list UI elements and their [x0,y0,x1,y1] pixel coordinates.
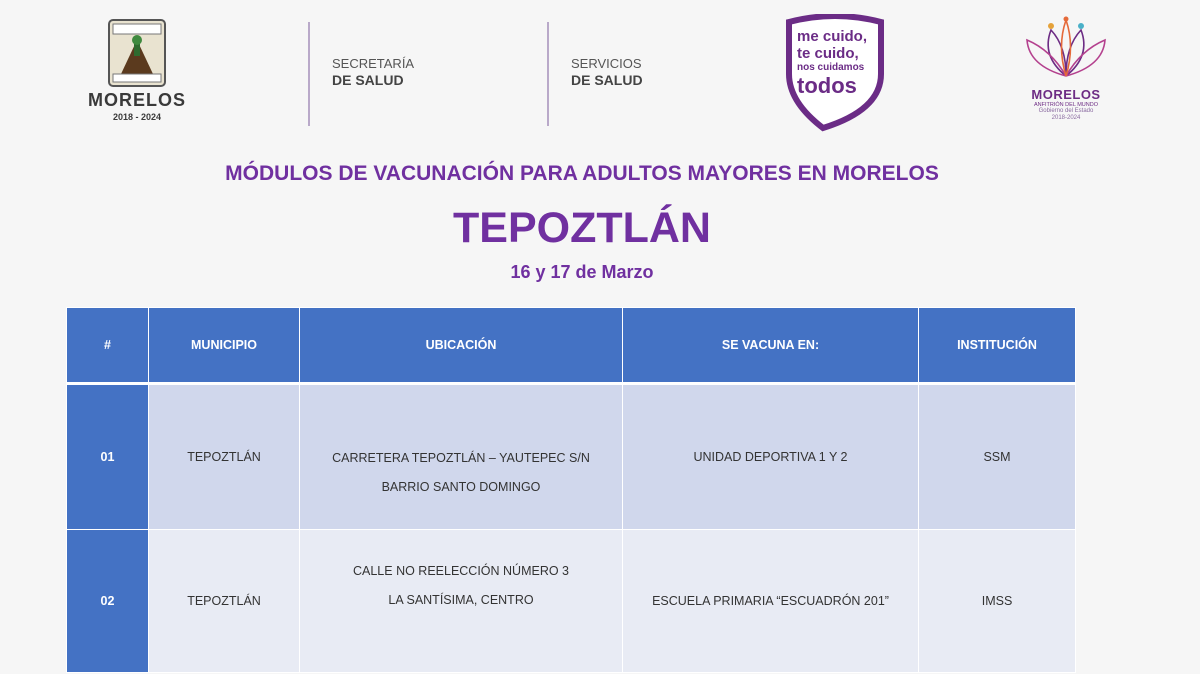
table-header-row [67,308,1076,384]
header-number: # [67,308,149,384]
secretaria-line1: SECRETARÍA [332,56,415,71]
logo-divider [308,22,310,126]
row-ubicacion-line1: CARRETERA TEPOZTLÁN – YAUTEPEC S/N [332,451,590,465]
servicios-line1: SERVICIOS [571,56,642,71]
row-municipio: TEPOZTLÁN [149,384,300,530]
dates-subtitle: 16 y 17 de Marzo [510,262,654,282]
morelos-brand-text: MORELOS [87,90,186,110]
table-row [67,384,1076,530]
gobierno-sub1: Gobierno del Estado [1038,108,1094,114]
servicios-salud-logo [571,56,643,88]
row-number: 02 [67,530,149,673]
vaccination-schedule-table [66,307,1076,673]
header-municipio: MUNICIPIO [149,308,300,384]
gobierno-morelos-logo [1018,16,1114,132]
row-number: 01 [67,384,149,530]
gobierno-sub2: 2018-2024 [1051,115,1081,121]
header-se-vacuna-en: SE VACUNA EN: [623,308,919,384]
row-sede: UNIDAD DEPORTIVA 1 Y 2 [623,384,919,530]
row-institucion: IMSS [919,530,1076,673]
row-ubicacion [300,530,623,673]
table-row [67,530,1076,673]
lotus-flower-icon [1021,16,1111,82]
row-sede: ESCUELA PRIMARIA “ESCUADRÓN 201” [623,530,919,673]
servicios-line2: DE SALUD [571,72,643,88]
campaign-line2: te cuido, [797,45,859,62]
logo-bar [0,0,1200,140]
municipality-title: TEPOZTLÁN [453,204,711,252]
morelos-years-text: 2018 - 2024 [112,112,162,122]
row-ubicacion-line2: BARRIO SANTO DOMINGO [381,480,541,494]
row-institucion: SSM [919,384,1076,530]
gobierno-name: MORELOS [1031,87,1101,102]
header-ubicacion: UBICACIÓN [300,308,623,384]
row-municipio: TEPOZTLÁN [149,530,300,673]
secretaria-salud-logo [332,56,414,88]
campaign-line4: todos [797,73,857,98]
campaign-line1: me cuido, [797,28,868,45]
state-seal-icon [107,18,167,88]
row-ubicacion-line2: LA SANTÍSIMA, CENTRO [388,593,534,607]
campaign-logo [783,14,887,132]
header-institucion: INSTITUCIÓN [919,308,1076,384]
row-ubicacion-line1: CALLE NO REELECCIÓN NÚMERO 3 [352,564,570,578]
campaign-line3: nos cuidamos [797,62,865,73]
page-title: MÓDULOS DE VACUNACIÓN PARA ADULTOS MAYORES EN MORELOS [225,162,939,185]
gobierno-tagline: ANFITRIÓN DEL MUNDO [1034,102,1098,108]
morelos-shield-logo [84,18,190,130]
logo-divider [547,22,549,126]
secretaria-line2: DE SALUD [332,72,404,88]
row-ubicacion [300,384,623,530]
